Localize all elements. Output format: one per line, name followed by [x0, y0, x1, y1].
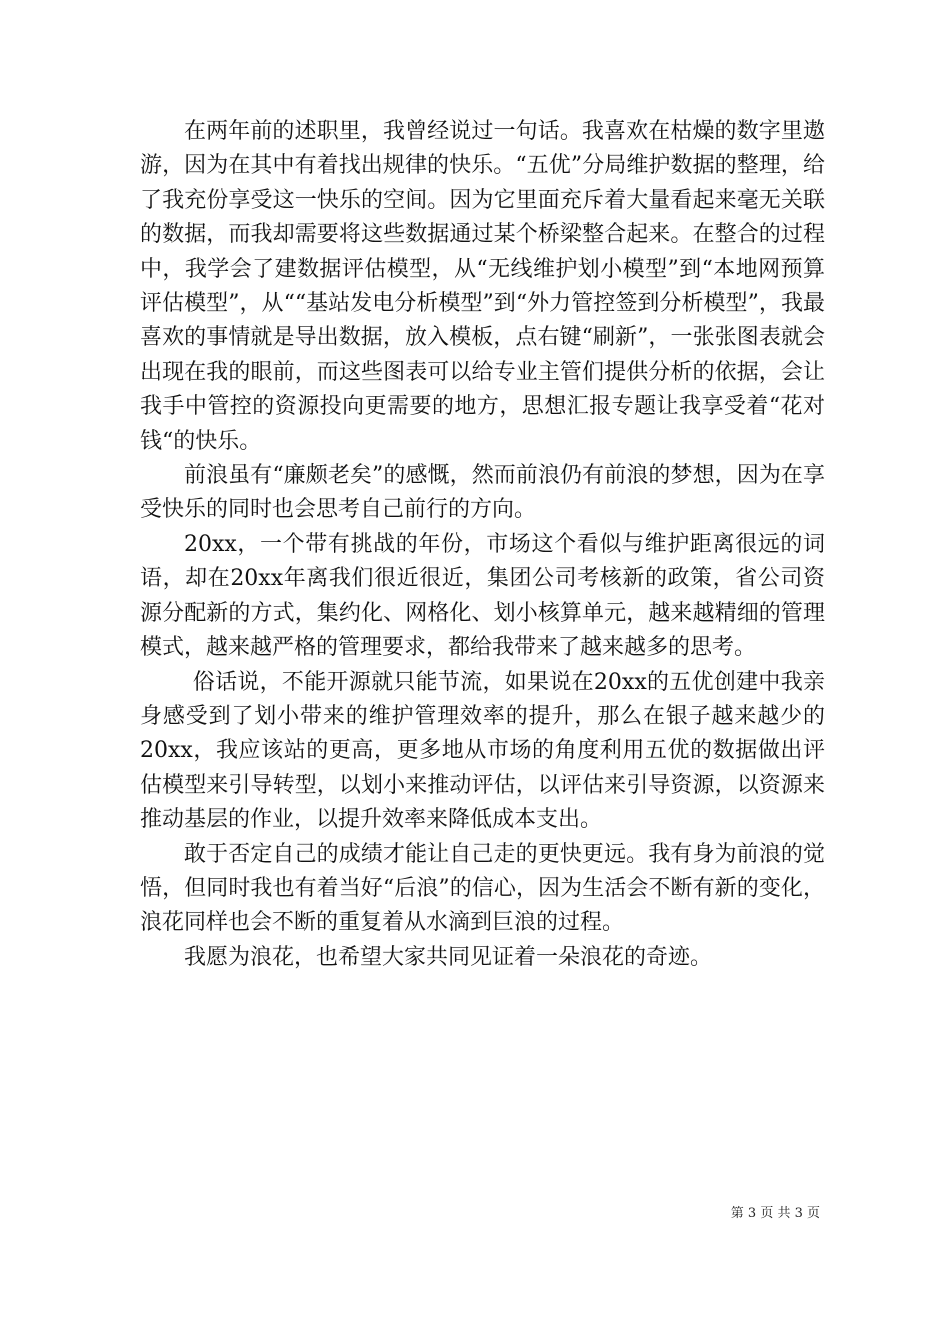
page-number-footer: 第 3 页 共 3 页: [730, 1206, 820, 1221]
paragraph-1: 在两年前的述职里，我曾经说过一句话。我喜欢在枯燥的数字里遨游，因为在其中有着找出规律的快乐。“五优”分局维护数据的整理，给了我充份享受这一快乐的空间。因为它里面充斥着大量看起来毫无关联的数据，而我却需要将这些数据通过某个桥梁整合起来。在整合的过程中，我学会了建数据评估模型，从“无线维护划小模型”到“本地网预算评估模型”，从““基站发电分析模型”到“外力管控签到分析模型”，我最喜欢的事情就是导出数据，放入模板，点右键“刷新”，一张张图表就会出现在我的眼前，而这些图表可以给专业主管们提供分析的依据，会让我手中管控的资源投向更需要的地方，思想汇报专题让我享受着“花对钱“的快乐。: [140, 119, 825, 454]
document-body: [140, 115, 825, 975]
paragraph-4: 俗话说，不能开源就只能节流，如果说在20xx的五优创建中我亲身感受到了划小带来的维护管理效率的提升，那么在银子越来越少的20xx，我应该站的更高，更多地从市场的角度利用五优的数据做出评估模型来引导转型，以划小来推动评估，以评估来引导资源，以资源来推动基层的作业，以提升效率来降低成本支出。: [140, 669, 825, 833]
paragraph-6: 我愿为浪花，也希望大家共同见证着一朵浪花的奇迹。: [184, 944, 713, 970]
paragraph-2: 前浪虽有“廉颇老矣”的感慨，然而前浪仍有前浪的梦想，因为在享受快乐的同时也会思考自己前行的方向。: [140, 463, 825, 523]
paragraph-5: 敢于否定自己的成绩才能让自己走的更快更远。我有身为前浪的觉悟，但同时我也有着当好“后浪”的信心，因为生活会不断有新的变化，浪花同样也会不断的重复着从水滴到巨浪的过程。: [140, 841, 825, 936]
paragraph-3: 20xx，一个带有挑战的年份，市场这个看似与维护距离很远的词语，却在20xx年离我们很近很近，集团公司考核新的政策，省公司资源分配新的方式，集约化、网格化、划小核算单元，越来越精细的管理模式，越来越严格的管理要求，都给我带来了越来越多的思考。: [140, 531, 825, 661]
